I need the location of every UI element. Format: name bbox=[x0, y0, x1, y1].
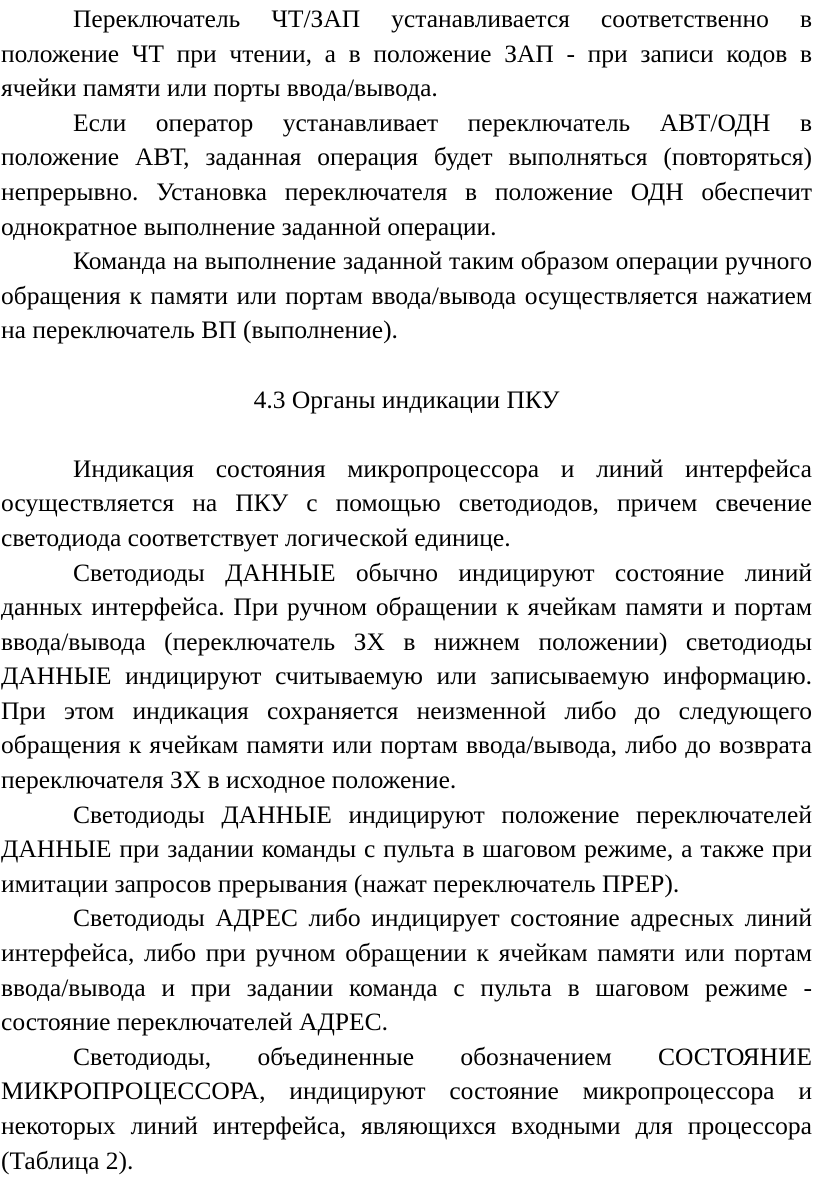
paragraph-status-leds: Светодиоды, объединенные обозначением СОСТОЯНИЕ МИКРОПРОЦЕССОРА, индицируют состояние микропроцессора и некоторых линий интерфейса, являющихся входными для процессора (Таблица 2). bbox=[1, 1041, 812, 1175]
paragraph-data-leds: Светодиоды ДАННЫЕ обычно индицируют состояние линий данных интерфейса. При ручном обращении к ячейкам памяти и портам ввода/вывода (переключатель ЗХ в нижнем положении) светодиоды ДАННЫЕ индицируют считываемую или записываемую информацию. При этом индикация сохраняется неизменной либо до следующего обращения к ячейкам памяти или портам ввода/вывода, либо до возврата переключателя ЗХ в исходное положение. bbox=[1, 557, 812, 795]
spacer bbox=[1, 348, 812, 383]
paragraph-rw-switch: Переключатель ЧТ/ЗАП устанавливается соответственно в положение ЧТ при чтении, а в положение ЗАП - при записи кодов в ячейки памяти или порты ввода/вывода. bbox=[1, 4, 812, 103]
paragraph-execute-command: Команда на выполнение заданной таким образом операции ручного обращения к памяти или портам ввода/вывода осуществляется нажатием на переключатель ВП (выполнение). bbox=[1, 246, 812, 345]
paragraph-data-leds-step-mode: Светодиоды ДАННЫЕ индицируют положение переключателей ДАННЫЕ при задании команды с пульта в шаговом режиме, а также при имитации запросов прерывания (нажат переключатель ПРЕР). bbox=[1, 799, 812, 898]
paragraph-auto-single-switch: Если оператор устанавливает переключатель АВТ/ОДН в положение АВТ, заданная операция будет выполняться (повторяться) непрерывно. Установка переключателя в положение ОДН обеспечит однократное выполнение заданной операции. bbox=[1, 107, 812, 241]
paragraph-address-leds: Светодиоды АДРЕС либо индицирует состояние адресных линий интерфейса, либо при ручном обращении к ячейкам памяти или портам ввода/вывода и при задании команда с пульта в шаговом режиме - состояние переключателей АДРЕС. bbox=[1, 903, 812, 1037]
spacer bbox=[1, 417, 812, 452]
paragraph-indication-intro: Индикация состояния микропроцессора и линий интерфейса осуществляется на ПКУ с помощью светодиодов, причем свечение светодиода соответствует логической единице. bbox=[1, 453, 812, 552]
section-heading: 4.3 Органы индикации ПКУ bbox=[253, 384, 560, 414]
